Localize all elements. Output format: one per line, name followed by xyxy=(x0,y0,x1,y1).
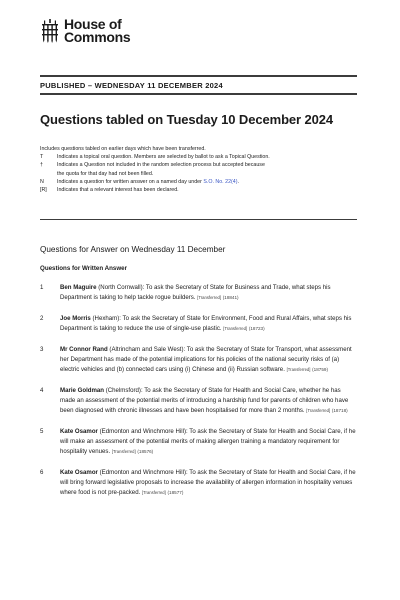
question-number: 2 xyxy=(40,315,44,322)
logo-line-2: Commons xyxy=(64,29,131,45)
legend-block xyxy=(40,145,272,194)
question-reference xyxy=(223,325,264,332)
logo-line-1: House of xyxy=(64,16,122,32)
question-reference xyxy=(306,407,347,414)
question-id: (18576) xyxy=(137,449,154,454)
question-id: (18841) xyxy=(222,295,239,300)
question-reference xyxy=(112,448,153,455)
question-body xyxy=(60,468,357,498)
question-item xyxy=(40,283,357,303)
legend-item-topical xyxy=(40,153,272,161)
page-title: Questions tabled on Tuesday 10 December 2024 xyxy=(40,112,334,127)
question-text: To ask the Secretary of State for Health and Social Care, if he will bring forward legislative proposals to increase the availability of allergen information in hospitality venues where food is not pre-packed. xyxy=(60,469,356,496)
intro-text: Includes questions tabled on earlier days which have been transferred. xyxy=(40,146,206,152)
question-body xyxy=(60,427,357,457)
published-date: PUBLISHED – WEDNESDAY 11 DECEMBER 2024 xyxy=(40,81,223,90)
written-answer-subheading: Questions for Written Answer xyxy=(40,265,127,272)
question-number: 3 xyxy=(40,346,44,353)
standing-order-link[interactable]: S.O. No. 22(4) xyxy=(203,178,238,185)
member-constituency: (Edmonton and Winchmore Hill): xyxy=(97,469,188,476)
legend-item-relevant-interest xyxy=(40,186,272,194)
transferred-tag: [Transferred] xyxy=(223,326,248,331)
legend-text-after: . xyxy=(237,178,239,185)
legend-text-before: Indicates a question for written answer on a named day under xyxy=(57,178,204,185)
house-of-commons-logo xyxy=(40,18,130,44)
question-body xyxy=(60,314,357,334)
legend-symbol: T xyxy=(40,154,44,161)
legend-text: Indicates that a relevant interest has been declared. xyxy=(57,187,179,194)
question-item xyxy=(40,386,357,416)
question-body xyxy=(60,283,357,303)
section-heading: Questions for Answer on Wednesday 11 December xyxy=(40,245,226,254)
question-item xyxy=(40,314,357,334)
legend-symbol: [R] xyxy=(40,187,47,194)
transferred-tag: [Transferred] xyxy=(141,490,166,495)
member-name: Kate Osamor xyxy=(60,469,98,476)
portcullis-icon xyxy=(40,19,60,43)
question-item xyxy=(40,468,357,498)
legend-symbol: † xyxy=(40,162,43,169)
legend-item-named-day xyxy=(40,178,272,186)
question-text: To ask the Secretary of State for Business and Trade, what steps his Department is taking to help tackle rogue builders. xyxy=(60,284,331,301)
member-constituency: (Chelmsford): xyxy=(104,387,143,394)
legend-symbol: N xyxy=(40,178,44,185)
member-constituency: (Altrincham and Sale West): xyxy=(107,346,186,353)
question-item xyxy=(40,345,357,375)
member-constituency: (Hexham): xyxy=(90,315,121,322)
member-name: Mr Connor Rand xyxy=(60,346,108,353)
member-name: Marie Goldman xyxy=(60,387,105,394)
question-body xyxy=(60,345,357,375)
question-reference xyxy=(197,294,238,301)
member-constituency: (Edmonton and Winchmore Hill): xyxy=(97,428,188,435)
legend-divider xyxy=(40,219,357,220)
transferred-tag: [Transferred] xyxy=(111,449,136,454)
question-id: (18759) xyxy=(312,367,328,372)
question-list xyxy=(40,283,357,498)
published-divider xyxy=(40,93,357,95)
question-reference xyxy=(142,489,183,496)
member-name: Kate Osamor xyxy=(60,428,98,435)
member-name: Joe Morris xyxy=(60,315,91,322)
question-text: To ask the Secretary of State for Transport, what assessment her Department has made of the potential implications for his policies of the national security risks of (a) electric vehicles and (b) connected cars using (i) Chinese and (ii) Russian software. xyxy=(60,346,352,373)
transferred-tag: [Transferred] xyxy=(286,367,311,372)
question-number: 6 xyxy=(40,469,44,476)
question-reference xyxy=(287,366,328,373)
question-id: (18718) xyxy=(331,408,348,413)
question-number: 4 xyxy=(40,387,44,394)
question-id: (18723) xyxy=(248,326,265,331)
legend-item-dagger xyxy=(40,161,272,177)
question-number: 1 xyxy=(40,284,44,291)
question-text: To ask the Secretary of State for Environment, Food and Rural Affairs, what steps his Department is taking to reduce the use of single-use plastic. xyxy=(60,315,352,332)
transferred-tag: [Transferred] xyxy=(306,408,331,413)
member-name: Ben Maguire xyxy=(60,284,97,291)
question-id: (18577) xyxy=(167,490,184,495)
question-text: To ask the Secretary of State for Health and Social Care, whether he has made an assessment of the potential merits of introducing a hardship fund for parents of children who have been diagnosed with chronic illnesses and have been hospitalised for more than 2 months. xyxy=(60,387,349,414)
logo-wordmark xyxy=(64,18,130,44)
legend-text xyxy=(57,178,272,186)
question-body xyxy=(60,386,357,416)
top-divider xyxy=(40,75,357,77)
question-item xyxy=(40,427,357,457)
question-number: 5 xyxy=(40,428,44,435)
transferred-tag: [Transferred] xyxy=(197,295,222,300)
member-constituency: (North Cornwall): xyxy=(96,284,145,291)
legend-text: Indicates a Question not included in the random selection process but accepted because the quota for that day had not been filled. xyxy=(57,162,265,177)
legend-text: Indicates a topical oral question. Members are selected by ballot to ask a Topical Question. xyxy=(57,154,270,161)
question-text: To ask the Secretary of State for Health and Social Care, if he will make an assessment of the potential merits of making allergen training a mandatory requirement for hospitality venues. xyxy=(60,428,356,455)
